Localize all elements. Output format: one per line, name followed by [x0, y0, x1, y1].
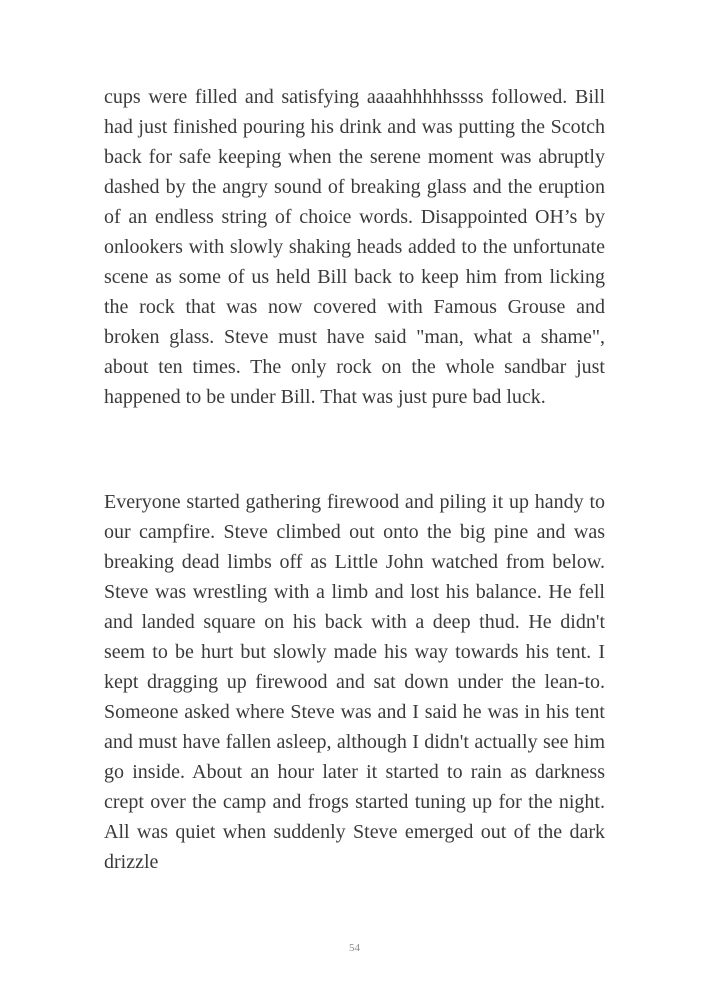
body-paragraph: cups were filled and satisfying aaaahhhhhssss followed. Bill had just finished pouring his drink and was putting the Scotch back for safe keeping when the serene moment was abruptly dashed by the angry sound of breaking glass and the eruption of an endless string of choice words. Disappointed OH’s by onlookers with slowly shaking heads added to the unfortunate scene as some of us held Bill back to keep him from licking the rock that was now covered with Famous Grouse and broken glass. Steve must have said "man, what a shame", about ten times. The only rock on the whole sandbar just happened to be under Bill. That was just pure bad luck. [104, 86, 605, 408]
page-number: 54 [349, 942, 360, 954]
body-paragraph: Everyone started gathering firewood and piling it up handy to our campfire. Steve climbed out onto the big pine and was breaking dead limbs off as Little John watched from below. Steve was wrestling with a limb and lost his balance. He fell and landed square on his back with a deep thud. He didn't seem to be hurt but slowly made his way towards his tent. I kept dragging up firewood and sat down under the lean-to. Someone asked where Steve was and I said he was in his tent and must have fallen asleep, although I didn't actually see him go inside. About an hour later it started to rain as darkness crept over the camp and frogs started tuning up for the night. All was quiet when suddenly Steve emerged out of the dark drizzle [104, 491, 605, 873]
